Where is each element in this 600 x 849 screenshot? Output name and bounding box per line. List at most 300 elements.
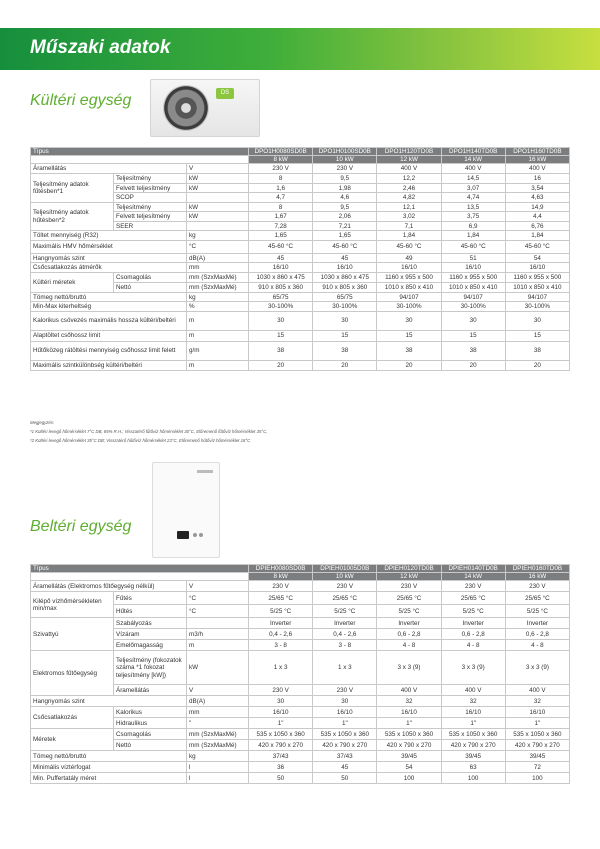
spec-row	[31, 751, 570, 762]
spec-value: 5/25 °C	[441, 605, 505, 618]
model-power: 10 kW	[313, 156, 377, 164]
spec-value: 3 - 8	[249, 640, 313, 651]
row-unit: m3/h	[187, 629, 249, 640]
model-name: DPIEH01005D0B	[313, 565, 377, 573]
spec-value: 535 x 1050 x 360	[441, 729, 505, 740]
spec-value: 25/65 °C	[505, 592, 569, 605]
spec-value: 20	[249, 360, 313, 371]
row-unit: kg	[187, 231, 249, 241]
spec-value: 535 x 1050 x 360	[313, 729, 377, 740]
spec-value: 1160 x 955 x 500	[377, 272, 441, 282]
row-sub-label: Felvett teljesítmény	[114, 183, 187, 193]
spec-value: 15	[505, 330, 569, 341]
spec-value: 1010 x 850 x 410	[377, 282, 441, 292]
type-label: Típus	[31, 148, 249, 156]
spec-value: 51	[441, 253, 505, 263]
row-sub-label: Hidraulikus	[114, 718, 187, 729]
spec-value: 1 x 3	[249, 651, 313, 685]
row-unit: mm (SzxMaxMé)	[187, 729, 249, 740]
row-unit: kW	[187, 651, 249, 685]
spec-value: 30	[313, 696, 377, 707]
model-name: DPO1H0080SD0B	[249, 148, 313, 156]
spec-value: 400 V	[505, 164, 569, 174]
spec-value: 16/10	[505, 707, 569, 718]
spec-row	[31, 240, 570, 253]
row-sub-label: Teljesítmény (fokozatok száma *1 fokozat teljesítmény [kW])	[114, 651, 187, 685]
spec-value: 94/107	[441, 292, 505, 302]
spec-value: 3 - 8	[313, 640, 377, 651]
spec-row	[31, 707, 570, 718]
spec-value: Inverter	[441, 618, 505, 629]
spec-row	[31, 272, 570, 282]
spec-value: 15	[249, 330, 313, 341]
model-power: 12 kW	[377, 573, 441, 581]
spec-value: 0,4 - 2,6	[249, 629, 313, 640]
spec-value: 54	[377, 762, 441, 773]
row-unit: m	[187, 311, 249, 330]
spec-value: 400 V	[377, 164, 441, 174]
model-power: 12 kW	[377, 156, 441, 164]
row-group-label: Min-Max kiterheltség	[31, 302, 187, 312]
spec-value: 400 V	[377, 685, 441, 696]
row-unit: kW	[187, 212, 249, 222]
spec-value: Inverter	[505, 618, 569, 629]
spec-value: 38	[505, 341, 569, 360]
row-unit: mm (SzxMaxMé)	[187, 740, 249, 751]
spec-row	[31, 618, 570, 629]
spec-value: 3,75	[441, 212, 505, 222]
row-sub-label: SEER	[114, 221, 187, 231]
model-power: 16 kW	[505, 573, 569, 581]
spec-value: 910 x 805 x 360	[249, 282, 313, 292]
row-group-label: Minimális víztérfogat	[31, 762, 187, 773]
spec-row	[31, 762, 570, 773]
row-group-label: Teljesítmény adatok hűtésben*2	[31, 202, 114, 231]
spec-row	[31, 263, 570, 273]
spec-value: 1"	[313, 718, 377, 729]
spec-value: 230 V	[313, 685, 377, 696]
spec-value: 3,07	[441, 183, 505, 193]
spec-value: 1,65	[249, 231, 313, 241]
row-group-label: Elektromos fűtőegység	[31, 651, 114, 696]
spec-value: 94/107	[505, 292, 569, 302]
row-unit: m	[187, 330, 249, 341]
spec-value: 25/65 °C	[249, 592, 313, 605]
note-2: *2 Kültéri levegő hőmérséklet 35°C DB; Visszatérő hűtővíz hőmérséklet 23°C, Előremenő hűtővíz hőmérséklet 18°C	[30, 438, 251, 443]
spec-value: 4,74	[441, 193, 505, 203]
model-name: DPO1H120TD0B	[377, 148, 441, 156]
spec-value: 4 - 8	[505, 640, 569, 651]
spec-value: 13,5	[441, 202, 505, 212]
row-sub-label: Nettó	[114, 740, 187, 751]
row-unit: kW	[187, 174, 249, 184]
fan-icon	[163, 85, 209, 131]
row-unit: mm	[187, 263, 249, 273]
spec-value: 16	[505, 174, 569, 184]
spec-value: 1160 x 955 x 500	[441, 272, 505, 282]
spec-value: 39/45	[505, 751, 569, 762]
display-screen	[177, 531, 189, 539]
model-name: DPO1H0100SD0B	[313, 148, 377, 156]
model-name: DPIEH0140TD0B	[441, 565, 505, 573]
row-group-label: Töltet mennyiség (R32)	[31, 231, 187, 241]
row-sub-label: Áramellátás	[114, 685, 187, 696]
spec-value: 30	[313, 311, 377, 330]
spec-value: 54	[505, 253, 569, 263]
spec-value: 16/10	[313, 263, 377, 273]
spec-value: 230 V	[313, 164, 377, 174]
row-unit: dB(A)	[187, 253, 249, 263]
row-unit: °C	[187, 592, 249, 605]
spec-row	[31, 302, 570, 312]
spec-value: 7,1	[377, 221, 441, 231]
row-group-label: Csőcsatlakozás	[31, 707, 114, 729]
spec-row	[31, 581, 570, 592]
spec-value: 4 - 8	[441, 640, 505, 651]
row-unit: kg	[187, 751, 249, 762]
spec-row	[31, 729, 570, 740]
spec-value: 420 x 790 x 270	[249, 740, 313, 751]
row-sub-label: SCOP	[114, 193, 187, 203]
spec-value: 230 V	[249, 164, 313, 174]
spec-row	[31, 592, 570, 605]
model-power: 8 kW	[249, 573, 313, 581]
row-unit: m	[187, 360, 249, 371]
spec-row	[31, 231, 570, 241]
spec-value: 72	[505, 762, 569, 773]
row-sub-label: Hűtés	[114, 605, 187, 618]
spec-value: 45	[313, 762, 377, 773]
spec-value: 1"	[505, 718, 569, 729]
spec-value: 1,84	[441, 231, 505, 241]
spec-value: 535 x 1050 x 360	[377, 729, 441, 740]
row-sub-label: Teljesítmény	[114, 202, 187, 212]
row-group-label: Csőcsatlakozás átmérők	[31, 263, 187, 273]
spec-value: 1,98	[313, 183, 377, 193]
row-unit: °C	[187, 605, 249, 618]
spec-value: 45-60 °C	[313, 240, 377, 253]
page-header-banner	[0, 28, 600, 70]
indoor-unit-image	[152, 462, 220, 558]
row-group-label: Méretek	[31, 729, 114, 751]
row-group-label: Maximális HMV hőmérséklet	[31, 240, 187, 253]
page-title: Műszaki adatok	[30, 37, 171, 58]
spec-value: 45-60 °C	[377, 240, 441, 253]
spec-row	[31, 330, 570, 341]
spec-value: 30	[249, 311, 313, 330]
button-dot	[193, 533, 197, 537]
row-unit: V	[187, 581, 249, 592]
spec-row	[31, 202, 570, 212]
outdoor-power-row	[31, 156, 570, 164]
brand-logo: DS	[216, 88, 234, 99]
spec-value: 15	[441, 330, 505, 341]
spec-value: 1,84	[377, 231, 441, 241]
model-power: 14 kW	[441, 573, 505, 581]
spec-value: 1,67	[249, 212, 313, 222]
spec-row	[31, 164, 570, 174]
spec-value: 1,6	[249, 183, 313, 193]
spec-value: 32	[441, 696, 505, 707]
spec-value: 20	[377, 360, 441, 371]
row-group-label: Tömeg nettó/bruttó	[31, 292, 187, 302]
spec-row	[31, 773, 570, 784]
spec-value: 0,6 - 2,8	[377, 629, 441, 640]
model-power: 14 kW	[441, 156, 505, 164]
spec-value: 65/75	[249, 292, 313, 302]
spec-value: 45	[249, 253, 313, 263]
spec-value: 16/10	[249, 707, 313, 718]
spec-value: 6,9	[441, 221, 505, 231]
spec-value: 14,5	[441, 174, 505, 184]
spec-value: 16/10	[313, 707, 377, 718]
spec-value: 420 x 790 x 270	[441, 740, 505, 751]
outdoor-section-title: Kültéri egység	[30, 92, 132, 109]
notes-label: Megjegyzés:	[30, 420, 55, 425]
spec-value: 230 V	[249, 581, 313, 592]
row-unit: V	[187, 685, 249, 696]
spec-value: 1030 x 860 x 475	[313, 272, 377, 282]
footnotes	[30, 418, 267, 445]
spec-value: 1,65	[313, 231, 377, 241]
row-group-label: Hangnyomás szint	[31, 696, 187, 707]
model-name: DPO1H160TD0B	[505, 148, 569, 156]
spec-value: 3 x 3 (9)	[441, 651, 505, 685]
spec-row	[31, 292, 570, 302]
spec-value: 32	[505, 696, 569, 707]
row-unit: °C	[187, 240, 249, 253]
row-group-label: Tömeg nettó/bruttó	[31, 751, 187, 762]
spec-value: 45-60 °C	[441, 240, 505, 253]
spec-row	[31, 174, 570, 184]
spec-value: 25/65 °C	[377, 592, 441, 605]
spec-value: 49	[377, 253, 441, 263]
spec-value: 400 V	[441, 164, 505, 174]
spec-value: 30-100%	[249, 302, 313, 312]
spec-value: 16/10	[377, 707, 441, 718]
row-unit: kW	[187, 202, 249, 212]
spec-value: 100	[505, 773, 569, 784]
spec-value: 30	[441, 311, 505, 330]
spec-value: 1010 x 850 x 410	[505, 282, 569, 292]
spec-value: 30	[505, 311, 569, 330]
row-unit: kW	[187, 183, 249, 193]
spec-value: Inverter	[377, 618, 441, 629]
spec-value: 15	[377, 330, 441, 341]
row-sub-label: Teljesítmény	[114, 174, 187, 184]
spec-value: 4,4	[505, 212, 569, 222]
spec-value: 37/43	[313, 751, 377, 762]
spec-value: 100	[377, 773, 441, 784]
spec-value: 400 V	[505, 685, 569, 696]
outdoor-model-header-row	[31, 148, 570, 156]
row-unit: V	[187, 164, 249, 174]
spec-value: 1,84	[505, 231, 569, 241]
spec-value: 38	[249, 341, 313, 360]
row-group-label: Áramellátás	[31, 164, 187, 174]
row-unit: mm (SzxMaxMé)	[187, 272, 249, 282]
spec-value: 38	[441, 341, 505, 360]
spec-value: 1"	[441, 718, 505, 729]
spec-value: 1"	[249, 718, 313, 729]
spec-value: 1 x 3	[313, 651, 377, 685]
spec-value: 20	[505, 360, 569, 371]
spec-value: 2,06	[313, 212, 377, 222]
spec-value: 0,4 - 2,6	[313, 629, 377, 640]
spec-value: 16/10	[441, 263, 505, 273]
model-power: 8 kW	[249, 156, 313, 164]
spec-value: 32	[377, 696, 441, 707]
spec-value: 14,9	[505, 202, 569, 212]
indoor-model-header-row	[31, 565, 570, 573]
spec-value: 16/10	[505, 263, 569, 273]
spec-value: 25/65 °C	[441, 592, 505, 605]
spec-value: 4 - 8	[377, 640, 441, 651]
model-power: 10 kW	[313, 573, 377, 581]
spec-value: 12,2	[377, 174, 441, 184]
spec-value: 8	[249, 174, 313, 184]
row-group-label: Áramellátás (Elektromos fűtőegység nélkül)	[31, 581, 187, 592]
row-sub-label: Emelőmagasság	[114, 640, 187, 651]
spec-value: 45-60 °C	[505, 240, 569, 253]
spec-value: 20	[441, 360, 505, 371]
spec-value: 5/25 °C	[249, 605, 313, 618]
spec-value: 230 V	[441, 581, 505, 592]
spec-value: 1160 x 955 x 500	[505, 272, 569, 282]
spec-value: 30-100%	[441, 302, 505, 312]
spec-value: 230 V	[249, 685, 313, 696]
spec-value: 1010 x 850 x 410	[441, 282, 505, 292]
spec-value: 36	[249, 762, 313, 773]
row-unit: m	[187, 640, 249, 651]
row-sub-label: Szabályozás	[114, 618, 187, 629]
spec-value: 100	[441, 773, 505, 784]
row-group-label: Hűtőközeg rátöltési mennyiség csőhossz limit felett	[31, 341, 187, 360]
spec-value: 230 V	[505, 581, 569, 592]
model-name: DPIEH0080SD0B	[249, 565, 313, 573]
spec-row	[31, 651, 570, 685]
row-unit	[187, 618, 249, 629]
model-name: DPO1H140TD0B	[441, 148, 505, 156]
spec-value: 5/25 °C	[377, 605, 441, 618]
row-unit: mm (SzxMaxMé)	[187, 282, 249, 292]
spec-value: 400 V	[441, 685, 505, 696]
spec-value: 5/25 °C	[505, 605, 569, 618]
spec-value: 3,02	[377, 212, 441, 222]
spec-value: 0,6 - 2,8	[441, 629, 505, 640]
row-group-label: Maximális szintkülönbség kültéri/beltéri	[31, 360, 187, 371]
row-group-label: Szivattyú	[31, 618, 114, 651]
spec-value: 39/45	[377, 751, 441, 762]
spec-value: 37/43	[249, 751, 313, 762]
spec-row	[31, 360, 570, 371]
row-unit	[187, 193, 249, 203]
spec-value: 230 V	[313, 581, 377, 592]
spec-value: 4,82	[377, 193, 441, 203]
spec-value: 50	[249, 773, 313, 784]
spec-value: 2,46	[377, 183, 441, 193]
row-group-label: Kilépő vízhőmérsékleten min/max	[31, 592, 114, 618]
spec-value: 4,63	[505, 193, 569, 203]
spec-row	[31, 696, 570, 707]
spec-value: 1030 x 860 x 475	[249, 272, 313, 282]
outdoor-unit-image	[150, 79, 260, 137]
spec-value: 25/65 °C	[313, 592, 377, 605]
spec-value: 50	[313, 773, 377, 784]
spec-value: Inverter	[249, 618, 313, 629]
row-sub-label: Vízáram	[114, 629, 187, 640]
row-unit: g/m	[187, 341, 249, 360]
row-unit: dB(A)	[187, 696, 249, 707]
spec-value: 65/75	[313, 292, 377, 302]
row-unit: %	[187, 302, 249, 312]
brand-logo	[197, 470, 213, 473]
indoor-section-title: Beltéri egység	[30, 518, 132, 535]
row-unit: "	[187, 718, 249, 729]
spec-row	[31, 311, 570, 330]
row-unit	[187, 221, 249, 231]
spec-value: 535 x 1050 x 360	[505, 729, 569, 740]
spec-value: 6,76	[505, 221, 569, 231]
indoor-spec-table	[30, 564, 570, 784]
spec-value: 39/45	[441, 751, 505, 762]
row-unit: l	[187, 762, 249, 773]
spec-value: 420 x 790 x 270	[313, 740, 377, 751]
spec-value: 9,5	[313, 202, 377, 212]
row-group-label: Teljesítmény adatok fűtésben*1	[31, 174, 114, 203]
spec-value: 3,54	[505, 183, 569, 193]
spec-value: 30-100%	[313, 302, 377, 312]
row-group-label: Kalorikus csövezés maximális hossza kültéri/beltéri	[31, 311, 187, 330]
spec-value: 4,7	[249, 193, 313, 203]
button-dot	[199, 533, 203, 537]
spec-value: 3 x 3 (9)	[377, 651, 441, 685]
spec-value: 5/25 °C	[313, 605, 377, 618]
spec-value: 30	[249, 696, 313, 707]
spec-value: 38	[313, 341, 377, 360]
spec-row	[31, 253, 570, 263]
row-group-label: Alaptöltet csőhossz limit	[31, 330, 187, 341]
row-sub-label: Felvett teljesítmény	[114, 212, 187, 222]
spec-value: 20	[313, 360, 377, 371]
spec-value: 94/107	[377, 292, 441, 302]
spec-value: 16/10	[377, 263, 441, 273]
row-group-label: Hangnyomás szint	[31, 253, 187, 263]
spec-value: 910 x 805 x 360	[313, 282, 377, 292]
row-unit: kg	[187, 292, 249, 302]
spec-value: 7,28	[249, 221, 313, 231]
model-name: DPIEH0120TD0B	[377, 565, 441, 573]
spec-value: 0,6 - 2,8	[505, 629, 569, 640]
spec-value: 38	[377, 341, 441, 360]
spec-value: 535 x 1050 x 360	[249, 729, 313, 740]
row-sub-label: Csomagolás	[114, 729, 187, 740]
row-group-label: Min. Puffertatály méret	[31, 773, 187, 784]
spec-value: 230 V	[377, 581, 441, 592]
spec-value: 45	[313, 253, 377, 263]
spec-value: 16/10	[441, 707, 505, 718]
indoor-power-row	[31, 573, 570, 581]
row-sub-label: Csomagolás	[114, 272, 187, 282]
row-unit: l	[187, 773, 249, 784]
model-power: 16 kW	[505, 156, 569, 164]
row-sub-label: Kalorikus	[114, 707, 187, 718]
row-sub-label: Nettó	[114, 282, 187, 292]
spec-value: 420 x 790 x 270	[505, 740, 569, 751]
spec-value: 45-60 °C	[249, 240, 313, 253]
spec-row	[31, 341, 570, 360]
spec-value: 30	[377, 311, 441, 330]
